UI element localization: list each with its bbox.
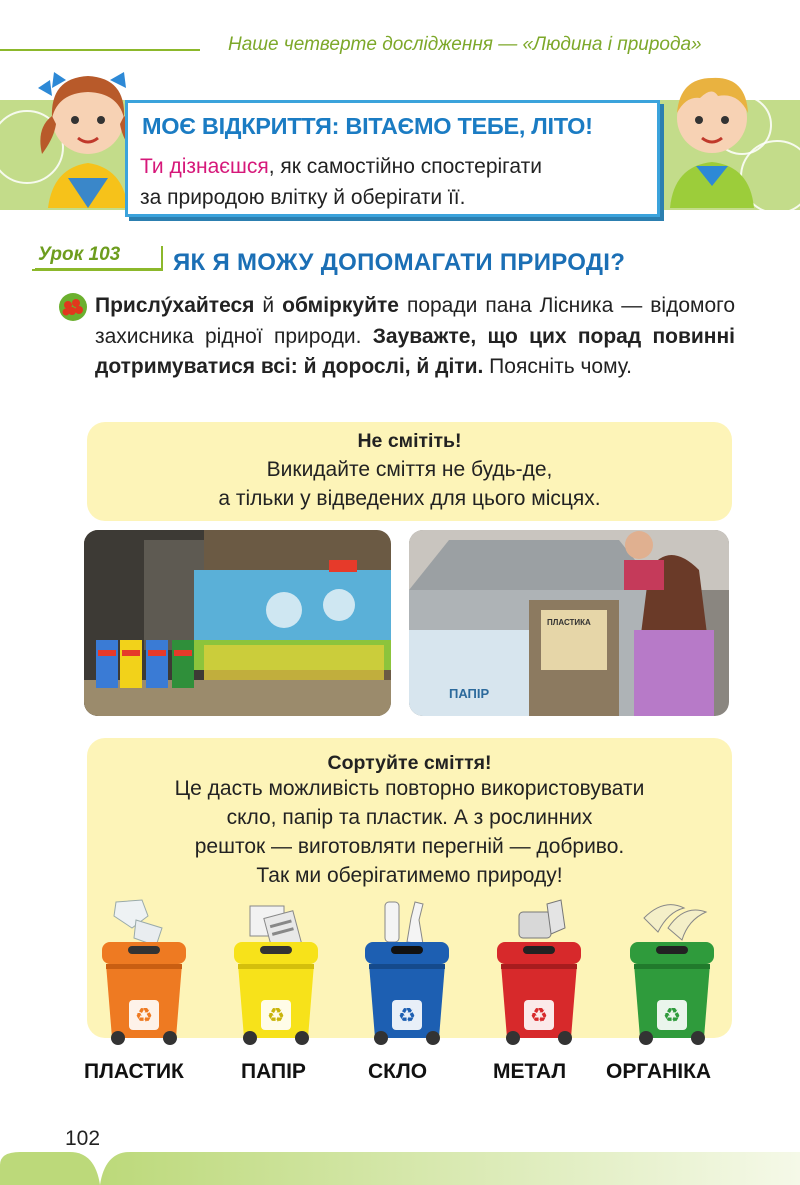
bin-label-organic: ОРГАНІКА [606, 1060, 712, 1083]
task-bold-listen: Прислýхайтеся [95, 294, 255, 317]
discovery-line1-rest: , як самостійно спостерігати [268, 155, 542, 178]
bin-label-plastic: ПЛАСТИК [84, 1060, 184, 1083]
task-bold-think: обміркуйте [282, 294, 399, 317]
bin-label-paper: ПАПІР [241, 1060, 306, 1083]
task-text-rest1: поради пана Лісника — відомого захисника рідної природи. [95, 294, 736, 348]
discovery-highlight: Ти дізнаєшся [140, 155, 269, 178]
tip2-line3: решток — виготовляти перегній — добриво. [194, 835, 625, 858]
discovery-text [140, 151, 650, 213]
tip2-line2: скло, папір та пластик. А з рослинних [226, 806, 593, 829]
boy-character-icon [652, 58, 772, 218]
task-text-rest2: Поясніть чому. [483, 355, 633, 378]
lesson-title: ЯК Я МОЖУ ДОПОМАГАТИ ПРИРОДІ? [173, 249, 626, 276]
photo2-paper-label: ПАПІР [449, 686, 490, 701]
discovery-title: МОЄ ВІДКРИТТЯ: ВІТАЄМО ТЕБЕ, ЛІТО! [142, 113, 593, 139]
task-bold-note: Зауважте, що цих порад повинні дотримуватися всі: й дорослі, й діти. [95, 324, 735, 378]
page-number: 102 [65, 1127, 101, 1150]
task-text-and: й [254, 294, 283, 317]
bin-label-glass: СКЛО [368, 1060, 428, 1083]
tip1-line1: Викидайте сміття не будь-де, [266, 458, 553, 481]
tip2-title: Сортуйте сміття! [327, 752, 492, 774]
svg-text:♻: ♻ [135, 1003, 153, 1027]
bin-label-metal: МЕТАЛ [493, 1060, 567, 1083]
svg-text:♻: ♻ [398, 1003, 416, 1027]
header-rule [0, 49, 200, 51]
tip1-line2: а тільки у відведених для цього місцях. [218, 487, 601, 510]
section-title: Наше четверте дослідження — «Людина і природа» [228, 34, 702, 55]
svg-text:♻: ♻ [267, 1003, 285, 1027]
photo-street-recycling-bins [84, 530, 391, 716]
metal-bin-icon [491, 898, 587, 1048]
svg-text:♻: ♻ [663, 1003, 681, 1027]
glass-bin-icon [359, 898, 455, 1048]
tip2-line1: Це дасть можливість повторно використовувати [174, 777, 645, 800]
photo2-plastic-label: ПЛАСТИКА [547, 618, 591, 627]
tip1-title: Не смітіть! [357, 430, 462, 452]
photo-girl-sorting-waste [409, 530, 729, 716]
organic-bin-icon [624, 898, 720, 1048]
svg-text:♻: ♻ [530, 1003, 548, 1027]
lesson-number: Урок 103 [38, 244, 121, 265]
discovery-line2: за природою влітку й оберігати її. [140, 186, 466, 209]
task-paragraph [95, 291, 735, 383]
tip2-line4: Так ми оберігатимемо природу! [256, 864, 563, 887]
plastic-bin-icon [96, 898, 192, 1048]
rowan-berries-icon [58, 292, 88, 322]
footer-band [0, 1150, 800, 1185]
paper-bin-icon [228, 898, 324, 1048]
